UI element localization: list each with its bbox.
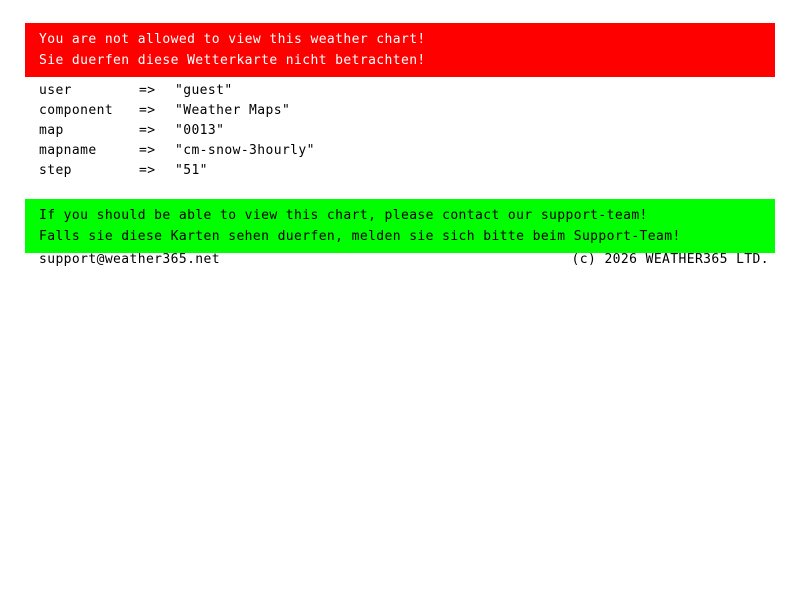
- detail-arrow: =>: [139, 123, 156, 138]
- detail-arrow: =>: [139, 83, 156, 98]
- detail-key-component: component: [39, 103, 114, 118]
- request-details: [39, 81, 739, 181]
- detail-row: [39, 101, 739, 121]
- detail-key-map: map: [39, 123, 64, 138]
- detail-key-mapname: mapname: [39, 143, 97, 158]
- support-email-link[interactable]: support@weather365.net: [39, 252, 220, 267]
- detail-key-step: step: [39, 163, 72, 178]
- detail-value-mapname: "cm-snow-3hourly": [175, 143, 315, 158]
- detail-key-user: user: [39, 83, 72, 98]
- support-info-message-en: If you should be able to view this chart, please contact our support-team!: [39, 208, 648, 223]
- detail-arrow: =>: [139, 143, 156, 158]
- detail-arrow: =>: [139, 103, 156, 118]
- detail-value-component: "Weather Maps": [175, 103, 291, 118]
- detail-row: [39, 81, 739, 101]
- access-denied-banner: [25, 23, 775, 77]
- support-info-message-de: Falls sie diese Karten sehen duerfen, melden sie sich bitte beim Support-Team!: [39, 229, 681, 244]
- copyright-notice: (c) 2026 WEATHER365 LTD.: [571, 252, 769, 267]
- access-denied-message-en: You are not allowed to view this weather chart!: [39, 32, 426, 47]
- detail-row: [39, 161, 739, 181]
- detail-arrow: =>: [139, 163, 156, 178]
- detail-row: [39, 121, 739, 141]
- support-info-banner: [25, 199, 775, 253]
- detail-value-user: "guest": [175, 83, 233, 98]
- detail-value-map: "0013": [175, 123, 225, 138]
- page-footer: [39, 250, 769, 270]
- detail-value-step: "51": [175, 163, 208, 178]
- detail-row: [39, 141, 739, 161]
- access-denied-message-de: Sie duerfen diese Wetterkarte nicht betrachten!: [39, 53, 426, 68]
